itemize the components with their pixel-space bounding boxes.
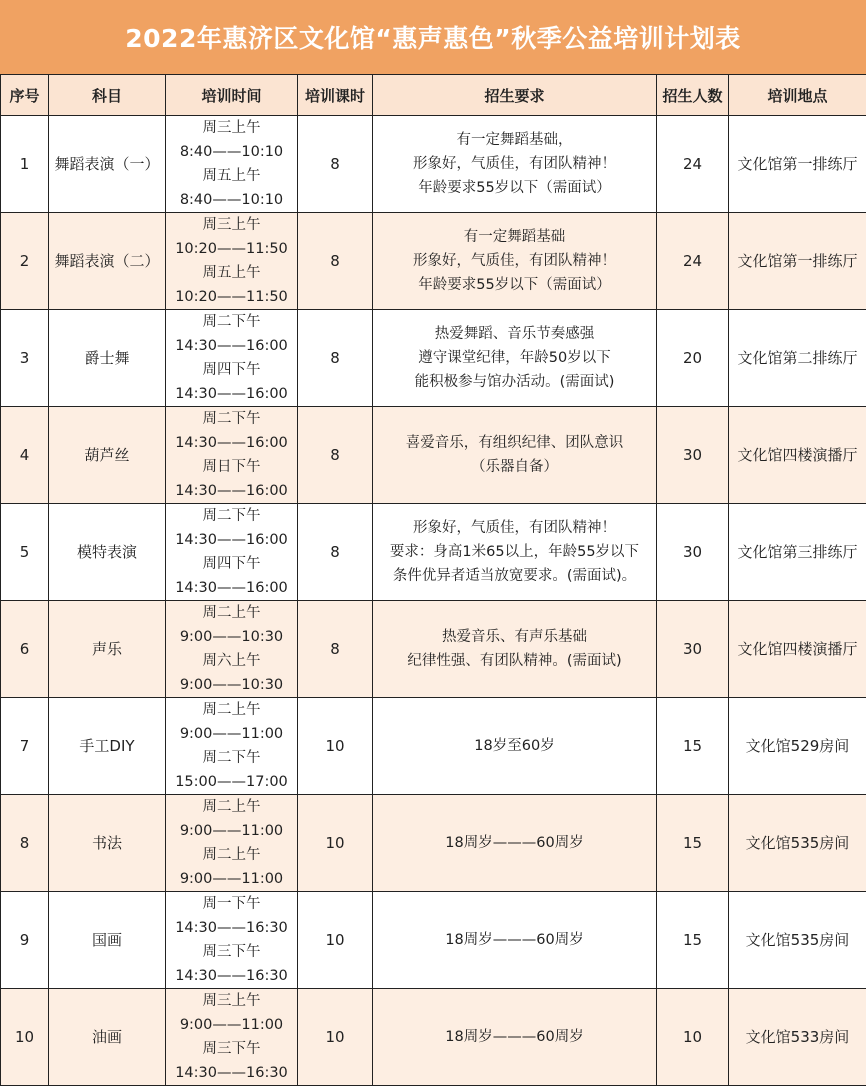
cell-hours: 8 bbox=[298, 407, 373, 504]
cell-requirements-line: 18周岁———60周岁 bbox=[373, 831, 656, 855]
cell-time-line: 周二下午 bbox=[166, 407, 297, 431]
cell-time-line: 周三上午 bbox=[166, 116, 297, 140]
cell-time bbox=[166, 892, 298, 989]
cell-place: 文化馆四楼演播厅 bbox=[729, 407, 866, 504]
cell-time-line: 周五上午 bbox=[166, 261, 297, 285]
cell-requirements-line: 能积极参与馆办活动。(需面试) bbox=[373, 370, 656, 394]
cell-subject: 模特表演 bbox=[49, 504, 166, 601]
cell-subject: 国画 bbox=[49, 892, 166, 989]
cell-requirements bbox=[373, 698, 657, 795]
cell-count: 10 bbox=[657, 989, 729, 1086]
cell-requirements-line: 形象好，气质佳，有团队精神！ bbox=[373, 249, 656, 273]
cell-time-line: 9:00——10:30 bbox=[166, 673, 297, 697]
cell-time-line: 周三下午 bbox=[166, 1037, 297, 1061]
header-subject: 科目 bbox=[49, 75, 166, 116]
cell-requirements-line: 年龄要求55岁以下（需面试） bbox=[373, 273, 656, 297]
cell-time-line: 9:00——11:00 bbox=[166, 722, 297, 746]
cell-hours: 10 bbox=[298, 892, 373, 989]
cell-time-line: 14:30——16:00 bbox=[166, 382, 297, 406]
cell-hours: 8 bbox=[298, 213, 373, 310]
cell-subject: 爵士舞 bbox=[49, 310, 166, 407]
header-no: 序号 bbox=[1, 75, 49, 116]
cell-time-line: 周四下午 bbox=[166, 552, 297, 576]
cell-requirements-line: 热爱音乐、有声乐基础 bbox=[373, 625, 656, 649]
cell-time-line: 周三下午 bbox=[166, 940, 297, 964]
cell-count: 20 bbox=[657, 310, 729, 407]
cell-no: 4 bbox=[1, 407, 49, 504]
cell-requirements-line: 有一定舞蹈基础 bbox=[373, 225, 656, 249]
cell-count: 30 bbox=[657, 504, 729, 601]
cell-requirements-line: 年龄要求55岁以下（需面试） bbox=[373, 176, 656, 200]
header-requirements: 招生要求 bbox=[373, 75, 657, 116]
cell-requirements bbox=[373, 116, 657, 213]
cell-time bbox=[166, 116, 298, 213]
cell-time bbox=[166, 795, 298, 892]
cell-subject: 舞蹈表演（二） bbox=[49, 213, 166, 310]
cell-hours: 10 bbox=[298, 795, 373, 892]
cell-time bbox=[166, 213, 298, 310]
cell-no: 6 bbox=[1, 601, 49, 698]
cell-hours: 8 bbox=[298, 116, 373, 213]
cell-place: 文化馆535房间 bbox=[729, 892, 866, 989]
cell-time-line: 14:30——16:30 bbox=[166, 916, 297, 940]
cell-time-line: 10:20——11:50 bbox=[166, 237, 297, 261]
table-row bbox=[1, 213, 866, 310]
cell-time-line: 14:30——16:30 bbox=[166, 964, 297, 988]
cell-time-line: 周六上午 bbox=[166, 649, 297, 673]
cell-no: 9 bbox=[1, 892, 49, 989]
cell-place: 文化馆第二排练厅 bbox=[729, 310, 866, 407]
cell-time-line: 周二上午 bbox=[166, 843, 297, 867]
cell-hours: 8 bbox=[298, 504, 373, 601]
cell-time bbox=[166, 504, 298, 601]
cell-no: 1 bbox=[1, 116, 49, 213]
page-title: 2022年惠济区文化馆“惠声惠色”秋季公益培训计划表 bbox=[0, 0, 866, 74]
cell-time-line: 14:30——16:00 bbox=[166, 334, 297, 358]
cell-count: 15 bbox=[657, 698, 729, 795]
header-place: 培训地点 bbox=[729, 75, 866, 116]
cell-count: 30 bbox=[657, 601, 729, 698]
header-hours: 培训课时 bbox=[298, 75, 373, 116]
cell-requirements bbox=[373, 989, 657, 1086]
table-row bbox=[1, 310, 866, 407]
cell-time-line: 14:30——16:00 bbox=[166, 576, 297, 600]
cell-time-line: 周日下午 bbox=[166, 455, 297, 479]
cell-requirements-line: 有一定舞蹈基础， bbox=[373, 128, 656, 152]
cell-requirements-line: （乐器自备） bbox=[373, 455, 656, 479]
cell-hours: 10 bbox=[298, 989, 373, 1086]
cell-time-line: 14:30——16:00 bbox=[166, 528, 297, 552]
cell-requirements-line: 要求：身高1米65以上，年龄55岁以下 bbox=[373, 540, 656, 564]
table-row bbox=[1, 698, 866, 795]
cell-hours: 10 bbox=[298, 698, 373, 795]
table-row bbox=[1, 989, 866, 1086]
cell-requirements-line: 18周岁———60周岁 bbox=[373, 928, 656, 952]
cell-requirements bbox=[373, 407, 657, 504]
cell-requirements-line: 纪律性强、有团队精神。(需面试) bbox=[373, 649, 656, 673]
cell-time-line: 9:00——11:00 bbox=[166, 819, 297, 843]
cell-time-line: 8:40——10:10 bbox=[166, 140, 297, 164]
cell-time-line: 周三上午 bbox=[166, 989, 297, 1013]
cell-time-line: 周二上午 bbox=[166, 698, 297, 722]
cell-requirements bbox=[373, 892, 657, 989]
cell-time-line: 周二上午 bbox=[166, 795, 297, 819]
cell-count: 24 bbox=[657, 213, 729, 310]
cell-requirements-line: 形象好，气质佳，有团队精神！ bbox=[373, 152, 656, 176]
cell-time bbox=[166, 698, 298, 795]
cell-no: 7 bbox=[1, 698, 49, 795]
cell-no: 2 bbox=[1, 213, 49, 310]
cell-time bbox=[166, 310, 298, 407]
cell-time-line: 周二下午 bbox=[166, 504, 297, 528]
cell-requirements-line: 喜爱音乐，有组织纪律、团队意识 bbox=[373, 431, 656, 455]
cell-time-line: 9:00——11:00 bbox=[166, 867, 297, 891]
cell-hours: 8 bbox=[298, 601, 373, 698]
cell-subject: 手工DIY bbox=[49, 698, 166, 795]
cell-requirements bbox=[373, 601, 657, 698]
cell-time-line: 周二下午 bbox=[166, 746, 297, 770]
cell-time-line: 周一下午 bbox=[166, 892, 297, 916]
header-count: 招生人数 bbox=[657, 75, 729, 116]
table-body bbox=[1, 116, 866, 1086]
cell-time-line: 8:40——10:10 bbox=[166, 188, 297, 212]
cell-time bbox=[166, 989, 298, 1086]
table-header-row bbox=[1, 75, 866, 116]
cell-no: 5 bbox=[1, 504, 49, 601]
cell-place: 文化馆四楼演播厅 bbox=[729, 601, 866, 698]
table-row bbox=[1, 892, 866, 989]
cell-time-line: 15:00——17:00 bbox=[166, 770, 297, 794]
cell-subject: 油画 bbox=[49, 989, 166, 1086]
cell-time bbox=[166, 407, 298, 504]
cell-place: 文化馆535房间 bbox=[729, 795, 866, 892]
cell-time-line: 14:30——16:00 bbox=[166, 479, 297, 503]
cell-requirements-line: 条件优异者适当放宽要求。(需面试)。 bbox=[373, 564, 656, 588]
cell-time-line: 14:30——16:00 bbox=[166, 431, 297, 455]
cell-time-line: 周五上午 bbox=[166, 164, 297, 188]
cell-time-line: 周四下午 bbox=[166, 358, 297, 382]
cell-requirements bbox=[373, 213, 657, 310]
cell-time-line: 14:30——16:30 bbox=[166, 1061, 297, 1085]
cell-requirements-line: 18周岁———60周岁 bbox=[373, 1025, 656, 1049]
table-row bbox=[1, 504, 866, 601]
cell-no: 10 bbox=[1, 989, 49, 1086]
cell-requirements-line: 形象好，气质佳，有团队精神！ bbox=[373, 516, 656, 540]
table-row bbox=[1, 795, 866, 892]
cell-time-line: 周三上午 bbox=[166, 213, 297, 237]
cell-place: 文化馆533房间 bbox=[729, 989, 866, 1086]
cell-requirements-line: 18岁至60岁 bbox=[373, 734, 656, 758]
cell-hours: 8 bbox=[298, 310, 373, 407]
cell-time-line: 9:00——11:00 bbox=[166, 1013, 297, 1037]
cell-place: 文化馆第三排练厅 bbox=[729, 504, 866, 601]
cell-count: 15 bbox=[657, 795, 729, 892]
cell-no: 8 bbox=[1, 795, 49, 892]
cell-count: 24 bbox=[657, 116, 729, 213]
header-time: 培训时间 bbox=[166, 75, 298, 116]
cell-time-line: 周二上午 bbox=[166, 601, 297, 625]
cell-no: 3 bbox=[1, 310, 49, 407]
table-row bbox=[1, 601, 866, 698]
cell-subject: 书法 bbox=[49, 795, 166, 892]
cell-subject: 舞蹈表演（一） bbox=[49, 116, 166, 213]
cell-time-line: 9:00——10:30 bbox=[166, 625, 297, 649]
cell-time bbox=[166, 601, 298, 698]
table-row bbox=[1, 116, 866, 213]
cell-time-line: 10:20——11:50 bbox=[166, 285, 297, 309]
cell-requirements bbox=[373, 310, 657, 407]
training-schedule-table bbox=[0, 74, 866, 1086]
cell-requirements bbox=[373, 504, 657, 601]
cell-count: 30 bbox=[657, 407, 729, 504]
cell-place: 文化馆第一排练厅 bbox=[729, 213, 866, 310]
cell-requirements-line: 遵守课堂纪律，年龄50岁以下 bbox=[373, 346, 656, 370]
cell-count: 15 bbox=[657, 892, 729, 989]
cell-requirements-line: 热爱舞蹈、音乐节奏感强 bbox=[373, 322, 656, 346]
cell-subject: 葫芦丝 bbox=[49, 407, 166, 504]
cell-place: 文化馆529房间 bbox=[729, 698, 866, 795]
cell-place: 文化馆第一排练厅 bbox=[729, 116, 866, 213]
cell-subject: 声乐 bbox=[49, 601, 166, 698]
cell-requirements bbox=[373, 795, 657, 892]
cell-time-line: 周二下午 bbox=[166, 310, 297, 334]
table-row bbox=[1, 407, 866, 504]
